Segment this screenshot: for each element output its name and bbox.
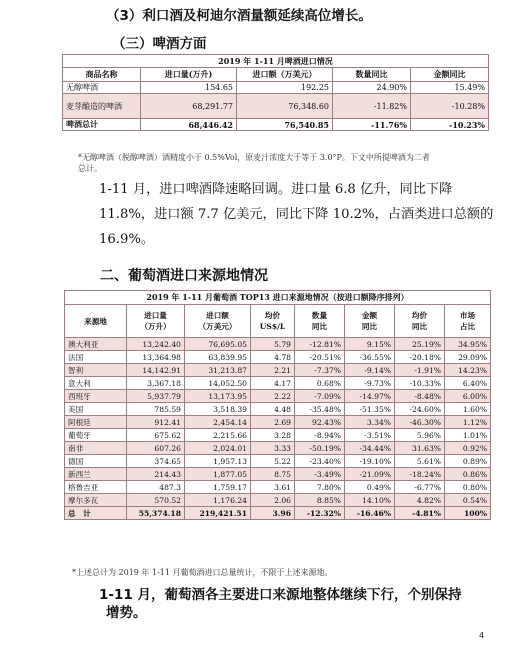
wine-table-row: [65, 351, 491, 364]
wine-table-cell: 785.59: [127, 403, 185, 416]
wine-table-cell: 0.49%: [345, 481, 395, 494]
wine-table-row: [65, 416, 491, 429]
wine-table-cell: 1,877.05: [185, 468, 251, 481]
section-title-beer: （三）啤酒方面: [112, 36, 207, 52]
wine-table-cell: 29.09%: [445, 351, 491, 364]
wine-table-cell: -46.30%: [395, 416, 445, 429]
wine-table-cell: 3.61: [251, 481, 295, 494]
wine-table-cell: 14,052.50: [185, 377, 251, 390]
wine-table-cell: 阿根廷: [65, 416, 127, 429]
wine-table-cell: 3,518.39: [185, 403, 251, 416]
wine-table-cell: 5.61%: [395, 455, 445, 468]
wine-table-cell: 3.96: [251, 507, 295, 520]
wine-table-cell: -20.51%: [295, 351, 345, 364]
wine-table-cell: 219,421.51: [185, 507, 251, 520]
wine-header-cell: 来源地: [65, 305, 127, 338]
wine-paragraph-line2: 增势。: [106, 605, 147, 621]
page-number: 4: [479, 631, 485, 640]
section-title-wine-origins: 二、葡萄酒进口来源地情况: [100, 268, 268, 284]
wine-table-cell: 8.75: [251, 468, 295, 481]
wine-table-cell: 487.3: [127, 481, 185, 494]
wine-table-row: [65, 468, 491, 481]
wine-table-cell: 3.34%: [345, 416, 395, 429]
wine-table-cell: 3.33: [251, 442, 295, 455]
wine-table-cell: 总 计: [65, 507, 127, 520]
wine-table-cell: 5.22: [251, 455, 295, 468]
wine-table-cell: 14.23%: [445, 364, 491, 377]
beer-footnote: [78, 152, 430, 174]
wine-table-cell: 美国: [65, 403, 127, 416]
wine-table-cell: 31,213.87: [185, 364, 251, 377]
wine-table-cell: 2,454.14: [185, 416, 251, 429]
wine-table-cell: 法国: [65, 351, 127, 364]
wine-table-cell: 13,364.98: [127, 351, 185, 364]
wine-table-cell: 9.15%: [345, 338, 395, 351]
beer-header-cell: 进口额（万美元）: [237, 68, 333, 82]
wine-table-cell: -51.35%: [345, 403, 395, 416]
wine-table-cell: 0.92%: [445, 442, 491, 455]
wine-table-cell: -3.51%: [345, 429, 395, 442]
wine-table-cell: 格鲁吉亚: [65, 481, 127, 494]
beer-table-cell: 76,348.60: [237, 94, 333, 119]
wine-table-cell: 1.12%: [445, 416, 491, 429]
wine-table-cell: 1,957.13: [185, 455, 251, 468]
wine-table-cell: 1.60%: [445, 403, 491, 416]
wine-table-caption: 2019 年 1-11 月葡萄酒 TOP13 进口来源地情况（按进口额降序排列）: [65, 291, 491, 305]
wine-table-cell: -9.73%: [345, 377, 395, 390]
wine-table-cell: 4.17: [251, 377, 295, 390]
wine-table-row: [65, 364, 491, 377]
beer-table-cell: 无醇啤酒: [63, 82, 141, 94]
wine-table-cell: 6.40%: [445, 377, 491, 390]
wine-table-cell: 意大利: [65, 377, 127, 390]
wine-table-cell: 92.43%: [295, 416, 345, 429]
beer-table-cell: 154.65: [141, 82, 237, 94]
beer-paragraph-line3: 16.9%。: [99, 232, 155, 247]
wine-table-cell: -4.81%: [395, 507, 445, 520]
wine-table-cell: 5.96%: [395, 429, 445, 442]
wine-table-cell: 8.85%: [295, 494, 345, 507]
wine-table-cell: -16.46%: [345, 507, 395, 520]
wine-table-cell: 澳大利亚: [65, 338, 127, 351]
wine-table-row: [65, 481, 491, 494]
beer-header-cell: 金额同比: [411, 68, 489, 82]
wine-table-cell: -24.60%: [395, 403, 445, 416]
wine-table-cell: 4.48: [251, 403, 295, 416]
wine-table-cell: -12.32%: [295, 507, 345, 520]
wine-table-cell: 葡萄牙: [65, 429, 127, 442]
beer-table-cell: 68,446.42: [141, 119, 237, 131]
wine-table-row: [65, 429, 491, 442]
wine-table-cell: 3.28: [251, 429, 295, 442]
wine-table-cell: 1.01%: [445, 429, 491, 442]
wine-table-cell: 5,937.79: [127, 390, 185, 403]
wine-table-cell: 0.68%: [295, 377, 345, 390]
wine-table-cell: 675.62: [127, 429, 185, 442]
wine-table-cell: 2.21: [251, 364, 295, 377]
beer-footnote-line1: *无醇啤酒（脱醇啤酒）酒精度小于 0.5%Vol，原麦汁浓度大于等于 3.0°P。下文中所提啤酒为二者: [78, 153, 430, 162]
beer-table-row: [63, 82, 489, 94]
beer-table-cell: -11.82%: [333, 94, 411, 119]
wine-table-cell: -14.97%: [345, 390, 395, 403]
wine-header-cell: 进口额 （万美元）: [185, 305, 251, 338]
wine-table-cell: 摩尔多瓦: [65, 494, 127, 507]
wine-table-cell: 1,759.17: [185, 481, 251, 494]
beer-table-cell: -10.23%: [411, 119, 489, 131]
wine-header-cell: 均价 US$/L: [251, 305, 295, 338]
wine-table-cell: -21.09%: [345, 468, 395, 481]
wine-header-cell: 均价 同比: [395, 305, 445, 338]
wine-paragraph-line1: 1-11 月，葡萄酒各主要进口来源地整体继续下行，个别保持: [99, 587, 462, 603]
wine-table-cell: 374.65: [127, 455, 185, 468]
wine-table-cell: 4.78: [251, 351, 295, 364]
wine-table-row: [65, 507, 491, 520]
wine-table-cell: -18.24%: [395, 468, 445, 481]
wine-table-cell: 3,367.18: [127, 377, 185, 390]
wine-table-cell: 德国: [65, 455, 127, 468]
wine-header-cell: 金额 同比: [345, 305, 395, 338]
wine-table-cell: 西班牙: [65, 390, 127, 403]
section-heading-liqueur: （3）利口酒及柯迪尔酒量额延续高位增长。: [106, 8, 372, 24]
wine-header-cell: 市场 占比: [445, 305, 491, 338]
wine-table-row: [65, 442, 491, 455]
beer-table-cell: 68,291.77: [141, 94, 237, 119]
wine-table-cell: 76,695.05: [185, 338, 251, 351]
wine-table-cell: 13,242.40: [127, 338, 185, 351]
beer-header-cell: 商品名称: [63, 68, 141, 82]
wine-table-cell: 0.80%: [445, 481, 491, 494]
wine-table-cell: -19.10%: [345, 455, 395, 468]
wine-table-cell: 2.22: [251, 390, 295, 403]
wine-table-cell: 2.06: [251, 494, 295, 507]
wine-table-cell: 100%: [445, 507, 491, 520]
wine-table-row: [65, 338, 491, 351]
wine-table-cell: 13,173.95: [185, 390, 251, 403]
wine-table-cell: 0.54%: [445, 494, 491, 507]
beer-paragraph-line1: 1-11 月，进口啤酒降速略回调。进口量 6.8 亿升，同比下降: [99, 182, 453, 197]
wine-table-cell: 55,374.18: [127, 507, 185, 520]
wine-table-cell: 912.41: [127, 416, 185, 429]
wine-table-cell: -3.49%: [295, 468, 345, 481]
wine-table-cell: 63,839.95: [185, 351, 251, 364]
beer-header-cell: 数量同比: [333, 68, 411, 82]
wine-table-cell: 607.26: [127, 442, 185, 455]
beer-table-cell: 24.90%: [333, 82, 411, 94]
wine-table-cell: -20.18%: [395, 351, 445, 364]
wine-table-row: [65, 403, 491, 416]
wine-header-cell: 数量 同比: [295, 305, 345, 338]
beer-footnote-line2: 总计。: [78, 164, 102, 173]
wine-table-cell: 14,142.91: [127, 364, 185, 377]
wine-table-cell: -1.91%: [395, 364, 445, 377]
wine-table-row: [65, 390, 491, 403]
wine-table-cell: -8.94%: [295, 429, 345, 442]
beer-table-cell: -11.76%: [333, 119, 411, 131]
beer-table-caption: 2019 年 1-11 月啤酒进口情况: [63, 55, 489, 68]
wine-table-cell: 6.00%: [445, 390, 491, 403]
wine-table-cell: 5.79: [251, 338, 295, 351]
wine-table-cell: -23.40%: [295, 455, 345, 468]
wine-table-cell: -10.33%: [395, 377, 445, 390]
wine-table-row: [65, 377, 491, 390]
wine-table-cell: 智利: [65, 364, 127, 377]
wine-table-cell: 2,024.01: [185, 442, 251, 455]
beer-table-cell: 76,540.85: [237, 119, 333, 131]
wine-table-cell: 7.80%: [295, 481, 345, 494]
wine-table-cell: -7.09%: [295, 390, 345, 403]
wine-table-cell: 34.95%: [445, 338, 491, 351]
beer-table-cell: 麦芽酿造的啤酒: [63, 94, 141, 119]
wine-table-cell: 31.63%: [395, 442, 445, 455]
wine-table-cell: 1,176.24: [185, 494, 251, 507]
beer-table-cell: 192.25: [237, 82, 333, 94]
wine-table-cell: -7.37%: [295, 364, 345, 377]
wine-footnote: *上述总计为 2019 年 1-11 月葡萄酒进口总量统计，不限于上述来源地。: [72, 568, 333, 577]
wine-table-cell: 214.43: [127, 468, 185, 481]
wine-table-cell: 4.82%: [395, 494, 445, 507]
wine-table-cell: -12.81%: [295, 338, 345, 351]
wine-table-cell: 25.19%: [395, 338, 445, 351]
beer-import-table: [62, 54, 489, 131]
beer-paragraph-line2: 11.8%，进口额 7.7 亿美元，同比下降 10.2%，占酒类进口总额的: [99, 207, 494, 222]
wine-table-cell: -34.44%: [345, 442, 395, 455]
wine-table-cell: -9.14%: [345, 364, 395, 377]
beer-table-row: [63, 94, 489, 119]
wine-origin-table: [64, 290, 491, 520]
beer-header-cell: 进口量(万升): [141, 68, 237, 82]
beer-table-header: [63, 68, 489, 82]
wine-table-cell: 570.52: [127, 494, 185, 507]
beer-table-cell: 啤酒总计: [63, 119, 141, 131]
wine-table-header: [65, 305, 491, 338]
wine-table-cell: 14.10%: [345, 494, 395, 507]
beer-table-row: [63, 119, 489, 131]
wine-table-cell: -8.48%: [395, 390, 445, 403]
wine-header-cell: 进口量 （万升）: [127, 305, 185, 338]
wine-table-cell: 0.89%: [445, 455, 491, 468]
wine-table-cell: -35.48%: [295, 403, 345, 416]
wine-table-cell: 2,215.66: [185, 429, 251, 442]
wine-table-cell: 新西兰: [65, 468, 127, 481]
wine-table-cell: 0.86%: [445, 468, 491, 481]
wine-table-cell: 2.69: [251, 416, 295, 429]
wine-table-row: [65, 494, 491, 507]
wine-table-cell: 南非: [65, 442, 127, 455]
wine-table-cell: -6.77%: [395, 481, 445, 494]
beer-table-cell: 15.49%: [411, 82, 489, 94]
wine-table-cell: -50.19%: [295, 442, 345, 455]
wine-table-row: [65, 455, 491, 468]
beer-table-cell: -10.28%: [411, 94, 489, 119]
wine-table-cell: -36.55%: [345, 351, 395, 364]
